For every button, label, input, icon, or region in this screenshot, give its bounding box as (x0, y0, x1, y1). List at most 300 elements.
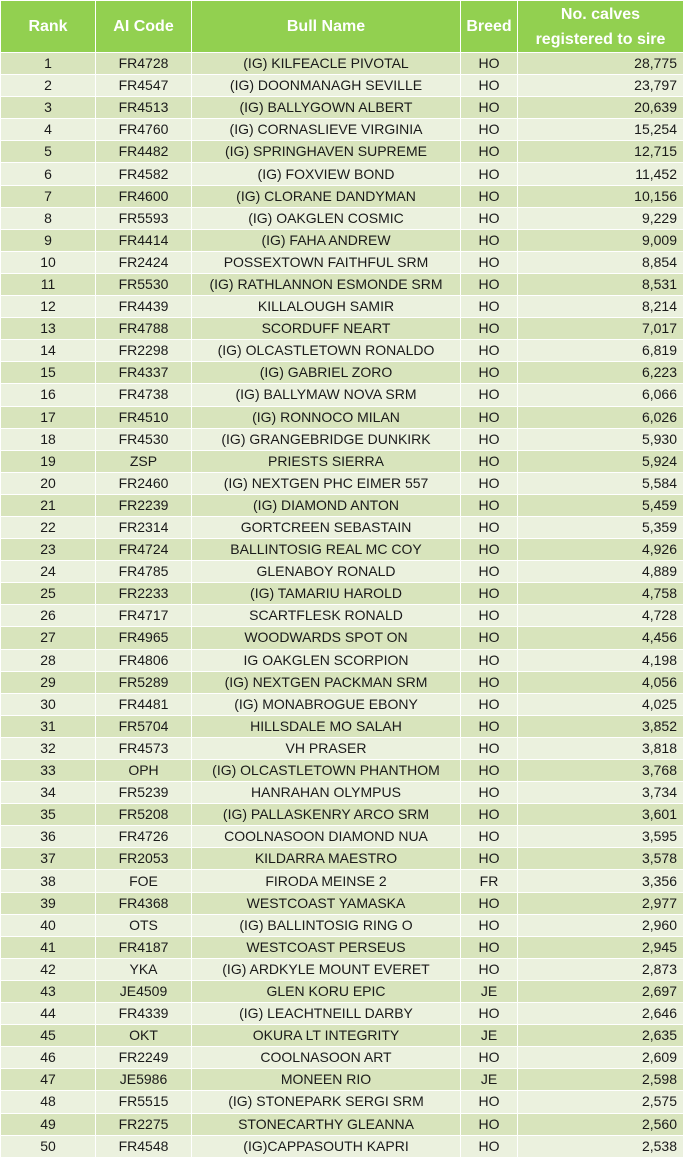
ai-code-cell: FR4573 (96, 737, 192, 759)
bull-name-cell: KILLALOUGH SAMIR (192, 296, 461, 318)
table-row (1, 1069, 683, 1091)
rank-cell: 37 (1, 848, 96, 870)
breed-cell: HO (461, 362, 518, 384)
table-row (1, 1003, 683, 1025)
ai-code-cell: FR4547 (96, 75, 192, 97)
bull-name-cell: IG OAKGLEN SCORPION (192, 649, 461, 671)
bull-name-cell: (IG) OLCASTLETOWN PHANTHOM (192, 760, 461, 782)
breed-cell: HO (461, 119, 518, 141)
ai-code-cell: FR4337 (96, 362, 192, 384)
breed-cell: HO (461, 273, 518, 295)
breed-cell: HO (461, 141, 518, 163)
rank-cell: 46 (1, 1047, 96, 1069)
calves-cell: 9,009 (518, 229, 683, 251)
rank-cell: 35 (1, 804, 96, 826)
ai-code-cell: FR4726 (96, 826, 192, 848)
breed-cell: HO (461, 627, 518, 649)
table-row (1, 207, 683, 229)
calves-cell: 3,852 (518, 715, 683, 737)
breed-cell: JE (461, 1069, 518, 1091)
bull-name-cell: (IG) ARDKYLE MOUNT EVERET (192, 958, 461, 980)
calves-cell: 4,926 (518, 539, 683, 561)
table-body (1, 53, 683, 1158)
calves-cell: 2,646 (518, 1003, 683, 1025)
breed-cell: HO (461, 848, 518, 870)
rank-cell: 10 (1, 251, 96, 273)
bull-name-cell: (IG)CAPPASOUTH KAPRI (192, 1135, 461, 1157)
breed-cell: HO (461, 649, 518, 671)
bull-name-cell: (IG) MONABROGUE EBONY (192, 693, 461, 715)
table-row (1, 539, 683, 561)
calves-cell: 3,578 (518, 848, 683, 870)
ai-code-cell: FR4481 (96, 693, 192, 715)
breed-cell: HO (461, 782, 518, 804)
table-row (1, 53, 683, 75)
rank-cell: 26 (1, 605, 96, 627)
calves-cell: 2,977 (518, 892, 683, 914)
table-row (1, 428, 683, 450)
ai-code-cell: FR4548 (96, 1135, 192, 1157)
ai-code-cell: OPH (96, 760, 192, 782)
bull-name-cell: PRIESTS SIERRA (192, 450, 461, 472)
breed-cell: HO (461, 53, 518, 75)
calves-cell: 9,229 (518, 207, 683, 229)
table-row (1, 671, 683, 693)
ai-code-cell: FR4582 (96, 163, 192, 185)
rank-cell: 38 (1, 870, 96, 892)
calves-cell: 2,609 (518, 1047, 683, 1069)
calves-cell: 5,930 (518, 428, 683, 450)
bull-name-cell: (IG) NEXTGEN PHC EIMER 557 (192, 472, 461, 494)
table-row (1, 737, 683, 759)
table-row (1, 958, 683, 980)
rank-cell: 7 (1, 185, 96, 207)
table-row (1, 1135, 683, 1157)
calves-cell: 2,560 (518, 1113, 683, 1135)
breed-cell: HO (461, 760, 518, 782)
breed-cell: HO (461, 185, 518, 207)
ai-code-cell: FR4806 (96, 649, 192, 671)
breed-cell: HO (461, 539, 518, 561)
breed-cell: HO (461, 494, 518, 516)
ai-code-cell: FR4513 (96, 97, 192, 119)
table-row (1, 826, 683, 848)
ai-code-cell: FR4482 (96, 141, 192, 163)
ai-code-cell: FR4785 (96, 561, 192, 583)
rank-cell: 15 (1, 362, 96, 384)
table-row (1, 1091, 683, 1113)
calves-cell: 5,924 (518, 450, 683, 472)
rank-cell: 8 (1, 207, 96, 229)
rank-cell: 33 (1, 760, 96, 782)
rank-cell: 27 (1, 627, 96, 649)
bull-name-cell: (IG) KILFEACLE PIVOTAL (192, 53, 461, 75)
calves-cell: 4,889 (518, 561, 683, 583)
ai-code-cell: FR2460 (96, 472, 192, 494)
rank-cell: 49 (1, 1113, 96, 1135)
calves-cell: 20,639 (518, 97, 683, 119)
bull-name-cell: (IG) SPRINGHAVEN SUPREME (192, 141, 461, 163)
bull-name-cell: (IG) DOONMANAGH SEVILLE (192, 75, 461, 97)
bull-name-cell: (IG) RONNOCO MILAN (192, 406, 461, 428)
table-row (1, 141, 683, 163)
table-row (1, 75, 683, 97)
table-row (1, 406, 683, 428)
rank-cell: 19 (1, 450, 96, 472)
calves-cell: 2,945 (518, 936, 683, 958)
table-header (1, 1, 683, 53)
table-row (1, 384, 683, 406)
breed-cell: HO (461, 75, 518, 97)
header-calves-line1: No. calves (560, 5, 641, 23)
rank-cell: 41 (1, 936, 96, 958)
calves-cell: 3,601 (518, 804, 683, 826)
bull-name-cell: WESTCOAST PERSEUS (192, 936, 461, 958)
calves-cell: 4,758 (518, 583, 683, 605)
bull-name-cell: (IG) FAHA ANDREW (192, 229, 461, 251)
bull-name-cell: COOLNASOON ART (192, 1047, 461, 1069)
bull-name-cell: (IG) PALLASKENRY ARCO SRM (192, 804, 461, 826)
table-row (1, 804, 683, 826)
ai-code-cell: FR2249 (96, 1047, 192, 1069)
rank-cell: 21 (1, 494, 96, 516)
calves-cell: 4,728 (518, 605, 683, 627)
ai-code-cell: FR5515 (96, 1091, 192, 1113)
bull-name-cell: POSSEXTOWN FAITHFUL SRM (192, 251, 461, 273)
table-row (1, 605, 683, 627)
bull-name-cell: COOLNASOON DIAMOND NUA (192, 826, 461, 848)
ai-code-cell: FR2275 (96, 1113, 192, 1135)
ai-code-cell: FR2239 (96, 494, 192, 516)
table-row (1, 980, 683, 1002)
table-row (1, 848, 683, 870)
breed-cell: HO (461, 892, 518, 914)
table-row (1, 362, 683, 384)
breed-cell: HO (461, 561, 518, 583)
table-row (1, 892, 683, 914)
calves-cell: 4,456 (518, 627, 683, 649)
rank-cell: 18 (1, 428, 96, 450)
calves-cell: 11,452 (518, 163, 683, 185)
calves-cell: 15,254 (518, 119, 683, 141)
breed-cell: HO (461, 671, 518, 693)
ai-code-cell: FR5593 (96, 207, 192, 229)
bull-name-cell: (IG) LEACHTNEILL DARBY (192, 1003, 461, 1025)
table-row (1, 914, 683, 936)
calves-cell: 12,715 (518, 141, 683, 163)
rank-cell: 29 (1, 671, 96, 693)
bull-name-cell: (IG) BALLYMAW NOVA SRM (192, 384, 461, 406)
rank-cell: 25 (1, 583, 96, 605)
table-row (1, 693, 683, 715)
table-row (1, 1047, 683, 1069)
rank-cell: 17 (1, 406, 96, 428)
header-bull-name: Bull Name (192, 1, 461, 53)
calves-cell: 5,459 (518, 494, 683, 516)
breed-cell: HO (461, 936, 518, 958)
table-row (1, 318, 683, 340)
ai-code-cell: FR2314 (96, 516, 192, 538)
ai-code-cell: FR2298 (96, 340, 192, 362)
ai-code-cell: JE5986 (96, 1069, 192, 1091)
table-row (1, 583, 683, 605)
header-calves (518, 1, 683, 53)
table-row (1, 782, 683, 804)
table-row (1, 1113, 683, 1135)
bull-name-cell: SCARTFLESK RONALD (192, 605, 461, 627)
calves-cell: 2,598 (518, 1069, 683, 1091)
rank-cell: 11 (1, 273, 96, 295)
rank-cell: 2 (1, 75, 96, 97)
calves-cell: 7,017 (518, 318, 683, 340)
rank-cell: 4 (1, 119, 96, 141)
calves-cell: 6,026 (518, 406, 683, 428)
calves-cell: 5,584 (518, 472, 683, 494)
rank-cell: 12 (1, 296, 96, 318)
breed-cell: HO (461, 1003, 518, 1025)
ai-code-cell: FR5289 (96, 671, 192, 693)
ai-code-cell: FR5530 (96, 273, 192, 295)
calves-cell: 2,575 (518, 1091, 683, 1113)
bull-name-cell: HANRAHAN OLYMPUS (192, 782, 461, 804)
rank-cell: 9 (1, 229, 96, 251)
bull-name-cell: MONEEN RIO (192, 1069, 461, 1091)
rank-cell: 14 (1, 340, 96, 362)
bull-name-cell: WOODWARDS SPOT ON (192, 627, 461, 649)
rank-cell: 23 (1, 539, 96, 561)
ai-code-cell: FR5208 (96, 804, 192, 826)
rank-cell: 28 (1, 649, 96, 671)
breed-cell: HO (461, 1113, 518, 1135)
header-calves-line2: registered to sire (535, 30, 666, 48)
header-breed: Breed (461, 1, 518, 53)
breed-cell: HO (461, 207, 518, 229)
rank-cell: 47 (1, 1069, 96, 1091)
breed-cell: HO (461, 1047, 518, 1069)
breed-cell: HO (461, 958, 518, 980)
calves-cell: 4,056 (518, 671, 683, 693)
breed-cell: HO (461, 1091, 518, 1113)
calves-cell: 5,359 (518, 516, 683, 538)
breed-cell: HO (461, 715, 518, 737)
calves-cell: 3,768 (518, 760, 683, 782)
rank-cell: 16 (1, 384, 96, 406)
calves-cell: 6,819 (518, 340, 683, 362)
rank-cell: 3 (1, 97, 96, 119)
ai-code-cell: JE4509 (96, 980, 192, 1002)
rank-cell: 1 (1, 53, 96, 75)
header-ai-code: AI Code (96, 1, 192, 53)
rank-cell: 44 (1, 1003, 96, 1025)
table-row (1, 296, 683, 318)
breed-cell: HO (461, 693, 518, 715)
breed-cell: HO (461, 384, 518, 406)
bull-name-cell: (IG) GABRIEL ZORO (192, 362, 461, 384)
calves-cell: 3,595 (518, 826, 683, 848)
calves-cell: 2,697 (518, 980, 683, 1002)
calves-cell: 3,356 (518, 870, 683, 892)
calves-cell: 4,198 (518, 649, 683, 671)
ai-code-cell: FR4728 (96, 53, 192, 75)
bull-name-cell: (IG) CLORANE DANDYMAN (192, 185, 461, 207)
breed-cell: JE (461, 980, 518, 1002)
calves-cell: 28,775 (518, 53, 683, 75)
breed-cell: HO (461, 583, 518, 605)
breed-cell: HO (461, 804, 518, 826)
table-row (1, 649, 683, 671)
table-row (1, 340, 683, 362)
ai-code-cell: FR2053 (96, 848, 192, 870)
table-row (1, 163, 683, 185)
calves-cell: 2,635 (518, 1025, 683, 1047)
table-row (1, 494, 683, 516)
breed-cell: HO (461, 296, 518, 318)
table-row (1, 516, 683, 538)
table-row (1, 472, 683, 494)
ai-code-cell: FR5704 (96, 715, 192, 737)
breed-cell: HO (461, 826, 518, 848)
rank-cell: 24 (1, 561, 96, 583)
breed-cell: FR (461, 870, 518, 892)
rank-cell: 34 (1, 782, 96, 804)
table-row (1, 273, 683, 295)
bull-name-cell: BALLINTOSIG REAL MC COY (192, 539, 461, 561)
rank-cell: 13 (1, 318, 96, 340)
bull-name-cell: (IG) BALLYGOWN ALBERT (192, 97, 461, 119)
calves-cell: 3,734 (518, 782, 683, 804)
ai-code-cell: OTS (96, 914, 192, 936)
ai-code-cell: FR4530 (96, 428, 192, 450)
header-row (1, 1, 683, 53)
calves-cell: 23,797 (518, 75, 683, 97)
ai-code-cell: ZSP (96, 450, 192, 472)
table-row (1, 1025, 683, 1047)
breed-cell: HO (461, 1135, 518, 1157)
bull-name-cell: SCORDUFF NEART (192, 318, 461, 340)
rank-cell: 42 (1, 958, 96, 980)
bull-name-cell: (IG) GRANGEBRIDGE DUNKIRK (192, 428, 461, 450)
bull-name-cell: KILDARRA MAESTRO (192, 848, 461, 870)
rank-cell: 39 (1, 892, 96, 914)
breed-cell: HO (461, 97, 518, 119)
rank-cell: 5 (1, 141, 96, 163)
bull-name-cell: VH PRASER (192, 737, 461, 759)
breed-cell: HO (461, 406, 518, 428)
rank-cell: 48 (1, 1091, 96, 1113)
calves-cell: 3,818 (518, 737, 683, 759)
table-row (1, 185, 683, 207)
bull-name-cell: FIRODA MEINSE 2 (192, 870, 461, 892)
ai-code-cell: FR4439 (96, 296, 192, 318)
rank-cell: 20 (1, 472, 96, 494)
rank-cell: 6 (1, 163, 96, 185)
table-row (1, 760, 683, 782)
calves-cell: 2,960 (518, 914, 683, 936)
bull-name-cell: (IG) TAMARIU HAROLD (192, 583, 461, 605)
ai-code-cell: FR4600 (96, 185, 192, 207)
ai-code-cell: FR4339 (96, 1003, 192, 1025)
rank-cell: 43 (1, 980, 96, 1002)
ai-code-cell: FR4510 (96, 406, 192, 428)
table-row (1, 627, 683, 649)
rank-cell: 45 (1, 1025, 96, 1047)
rank-cell: 32 (1, 737, 96, 759)
calves-cell: 8,531 (518, 273, 683, 295)
breed-cell: HO (461, 318, 518, 340)
bull-name-cell: (IG) OAKGLEN COSMIC (192, 207, 461, 229)
table-row (1, 97, 683, 119)
rank-cell: 40 (1, 914, 96, 936)
calves-cell: 6,066 (518, 384, 683, 406)
breed-cell: HO (461, 340, 518, 362)
calves-cell: 8,214 (518, 296, 683, 318)
calves-cell: 6,223 (518, 362, 683, 384)
ai-code-cell: FR2233 (96, 583, 192, 605)
bull-name-cell: OKURA LT INTEGRITY (192, 1025, 461, 1047)
rank-cell: 31 (1, 715, 96, 737)
rank-cell: 50 (1, 1135, 96, 1157)
breed-cell: HO (461, 516, 518, 538)
calves-cell: 10,156 (518, 185, 683, 207)
ai-code-cell: OKT (96, 1025, 192, 1047)
ai-code-cell: FR4738 (96, 384, 192, 406)
bull-name-cell: STONECARTHY GLEANNA (192, 1113, 461, 1135)
ai-code-cell: FR4724 (96, 539, 192, 561)
ai-code-cell: FR4414 (96, 229, 192, 251)
breed-cell: HO (461, 914, 518, 936)
table-row (1, 870, 683, 892)
table-row (1, 715, 683, 737)
breed-cell: JE (461, 1025, 518, 1047)
rank-cell: 36 (1, 826, 96, 848)
bull-name-cell: HILLSDALE MO SALAH (192, 715, 461, 737)
breed-cell: HO (461, 737, 518, 759)
calves-cell: 2,873 (518, 958, 683, 980)
ai-code-cell: FR5239 (96, 782, 192, 804)
calves-cell: 4,025 (518, 693, 683, 715)
breed-cell: HO (461, 472, 518, 494)
bull-name-cell: (IG) RATHLANNON ESMONDE SRM (192, 273, 461, 295)
bull-name-cell: (IG) NEXTGEN PACKMAN SRM (192, 671, 461, 693)
bull-name-cell: (IG) OLCASTLETOWN RONALDO (192, 340, 461, 362)
table-row (1, 936, 683, 958)
ai-code-cell: FR4965 (96, 627, 192, 649)
bull-name-cell: (IG) FOXVIEW BOND (192, 163, 461, 185)
bull-name-cell: (IG) BALLINTOSIG RING O (192, 914, 461, 936)
ai-code-cell: FR4717 (96, 605, 192, 627)
ai-code-cell: FR2424 (96, 251, 192, 273)
breed-cell: HO (461, 229, 518, 251)
breed-cell: HO (461, 605, 518, 627)
header-rank: Rank (1, 1, 96, 53)
bull-name-cell: (IG) CORNASLIEVE VIRGINIA (192, 119, 461, 141)
bull-name-cell: WESTCOAST YAMASKA (192, 892, 461, 914)
table-row (1, 251, 683, 273)
table-row (1, 119, 683, 141)
ai-code-cell: FR4788 (96, 318, 192, 340)
rank-cell: 22 (1, 516, 96, 538)
table-row (1, 450, 683, 472)
rank-cell: 30 (1, 693, 96, 715)
breed-cell: HO (461, 163, 518, 185)
breed-cell: HO (461, 428, 518, 450)
table-row (1, 229, 683, 251)
ai-code-cell: FR4760 (96, 119, 192, 141)
ai-code-cell: FR4187 (96, 936, 192, 958)
ai-code-cell: FR4368 (96, 892, 192, 914)
bull-name-cell: (IG) DIAMOND ANTON (192, 494, 461, 516)
calves-cell: 8,854 (518, 251, 683, 273)
